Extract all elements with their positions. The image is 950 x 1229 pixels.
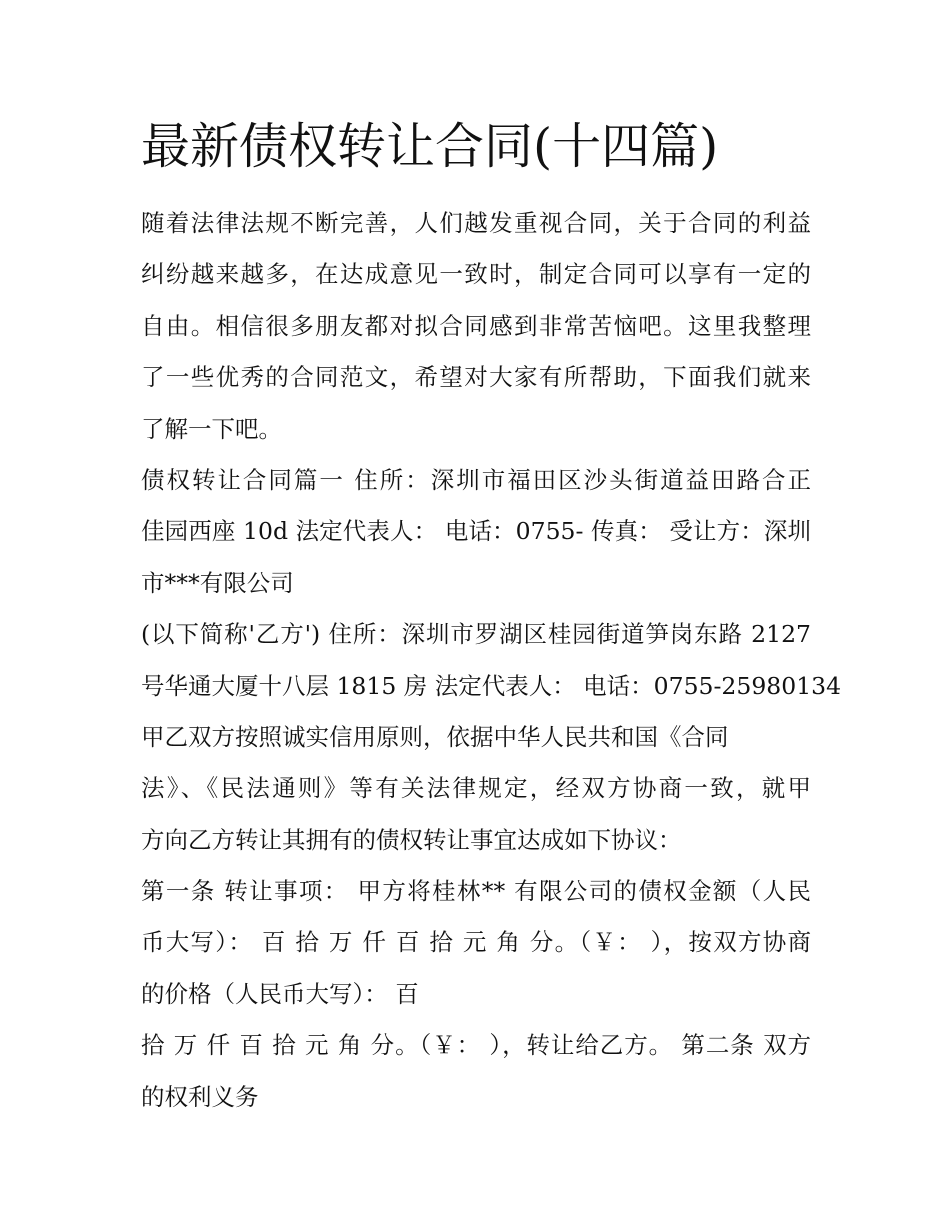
text-line: 纠纷越来越多，在达成意见一致时，制定合同可以享有一定的 (141, 260, 811, 289)
text-line: 号华通大厦十八层 1815 房 法定代表人： 电话：0755-25980134 (141, 671, 842, 700)
text-line: 随着法律法规不断完善，人们越发重视合同，关于合同的利益 (141, 209, 811, 237)
text-line: 拾 万 仟 百 拾 元 角 分。（￥： ），转让给乙方。 第二条 双方 (141, 1031, 811, 1060)
text-line: 方向乙方转让其拥有的债权转让事宜达成如下协议： (141, 825, 682, 854)
text-line: 市***有限公司 (141, 568, 294, 597)
text-line: 自由。相信很多朋友都对拟合同感到非常苦恼吧。这里我整理 (141, 311, 811, 340)
text-line: 债权转让合同篇一 住所：深圳市福田区沙头街道益田路合正 (141, 465, 811, 494)
text-line: 了解一下吧。 (141, 414, 282, 443)
document-title: 最新债权转让合同(十四篇) (141, 118, 719, 175)
text-line: (以下简称'乙方') 住所：深圳市罗湖区桂园街道笋岗东路 2127 (141, 620, 811, 649)
text-line: 甲乙双方按照诚实信用原则，依据中华人民共和国《合同 (141, 722, 729, 751)
text-line: 了一些优秀的合同范文，希望对大家有所帮助，下面我们就来 (141, 363, 811, 392)
text-line: 的权利义务 (141, 1082, 259, 1111)
text-line: 的价格（人民币大写）： 百 (141, 979, 419, 1008)
text-line: 法》、《民法通则》等有关法律规定，经双方协商一致，就甲 (141, 774, 811, 803)
document-body (141, 198, 842, 1123)
text-line: 币大写）： 百 拾 万 仟 百 拾 元 角 分。（￥： ），按双方协商 (141, 928, 811, 957)
text-line: 佳园西座 10d 法定代表人： 电话：0755- 传真： 受让方：深圳 (141, 517, 811, 546)
text-line: 第一条 转让事项： 甲方将桂林** 有限公司的债权金额（人民 (141, 877, 811, 906)
